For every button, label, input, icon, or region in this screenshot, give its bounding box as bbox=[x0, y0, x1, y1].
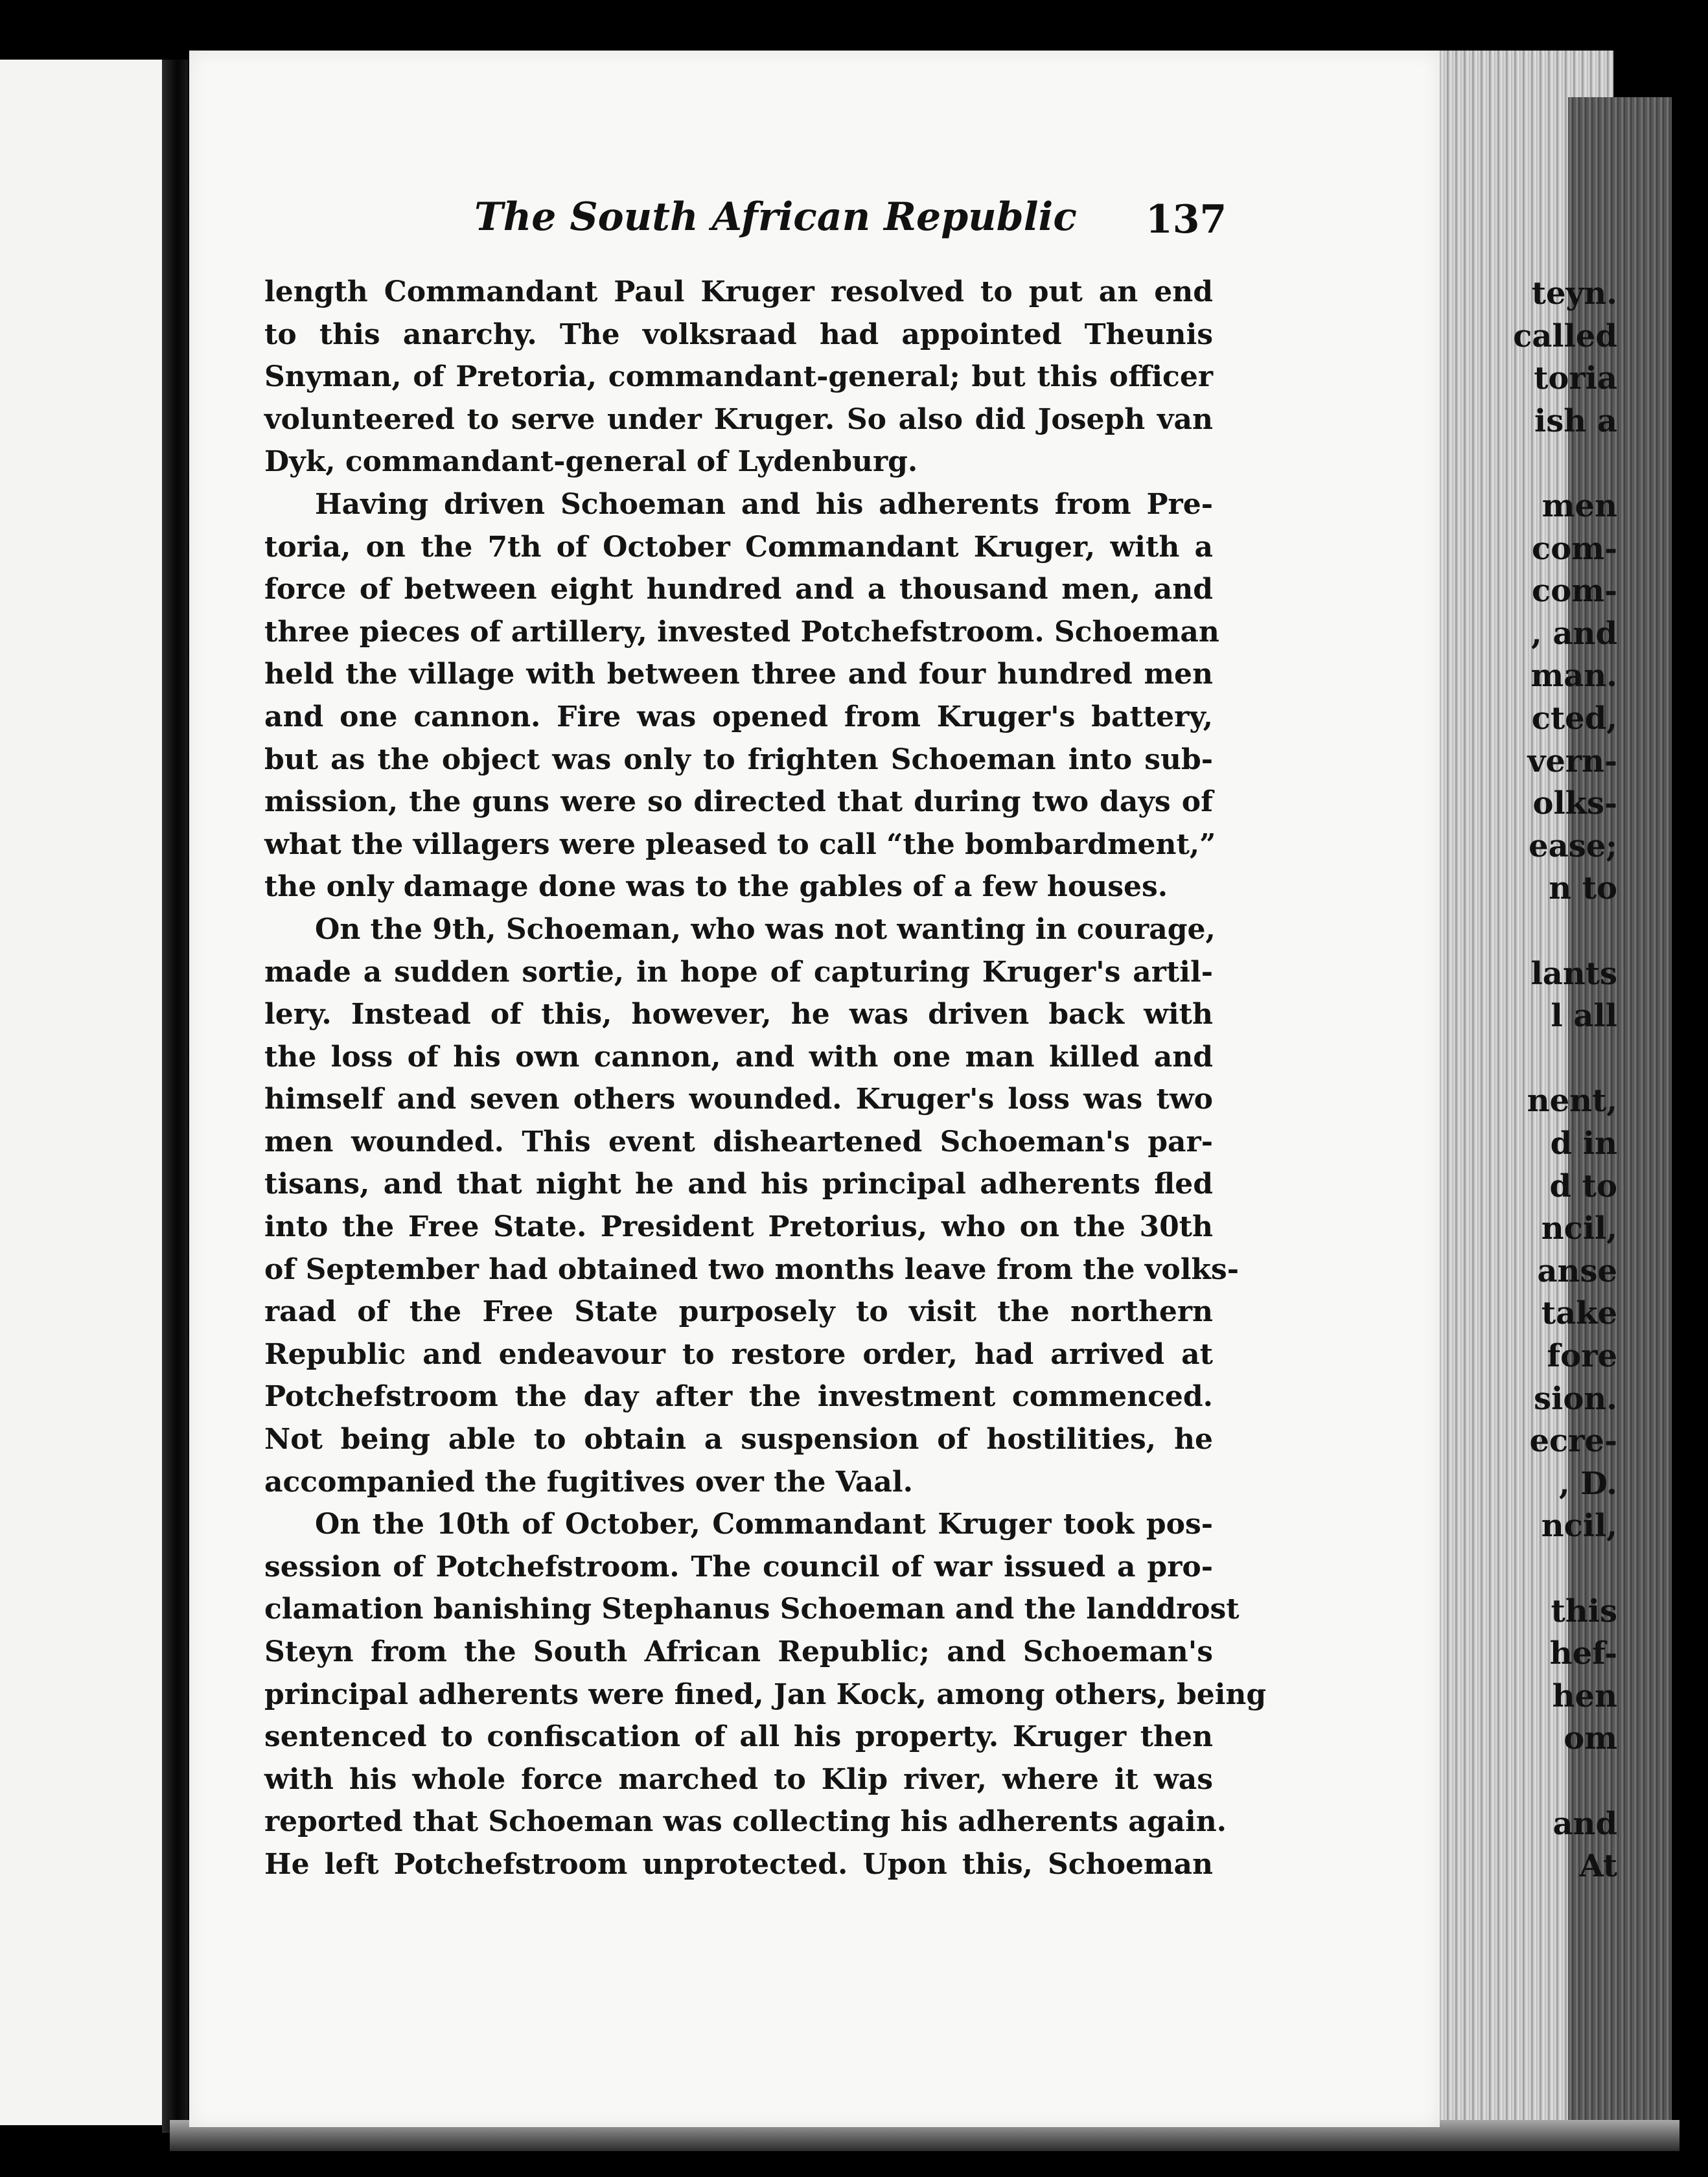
left-page-line: hef- bbox=[1549, 1635, 1617, 1672]
left-page-line: anse bbox=[1537, 1252, 1617, 1289]
left-page-line: teyn. bbox=[1531, 275, 1617, 312]
text-line: On the 10th of October, Commandant Kruger took pos- bbox=[315, 1508, 1213, 1541]
left-page-line: lants bbox=[1530, 955, 1617, 992]
left-page-line: called bbox=[1513, 317, 1617, 354]
text-line: but as the object was only to frighten Schoeman into sub- bbox=[264, 743, 1213, 776]
text-line: tisans, and that night he and his principal adherents fled bbox=[264, 1168, 1213, 1201]
left-page-line: this bbox=[1551, 1593, 1617, 1630]
left-page-line: man. bbox=[1530, 658, 1617, 695]
text-line: On the 9th, Schoeman, who was not wanting in courage, bbox=[315, 912, 1216, 946]
text-line: of September had obtained two months leave from the volks- bbox=[264, 1252, 1239, 1286]
left-page-line: , and bbox=[1531, 615, 1617, 652]
left-page-line: sion. bbox=[1534, 1380, 1617, 1417]
text-line: the only damage done was to the gables of a few houses. bbox=[264, 870, 1168, 904]
left-page-line: , D. bbox=[1558, 1465, 1617, 1502]
text-line: himself and seven others wounded. Kruger's loss was two bbox=[264, 1083, 1213, 1116]
text-line: made a sudden sortie, in hope of capturing Kruger's artil- bbox=[264, 955, 1213, 989]
left-page-line: com- bbox=[1532, 573, 1617, 610]
left-page bbox=[0, 60, 167, 2125]
text-line: into the Free State. President Pretorius, who on the 30th bbox=[264, 1210, 1213, 1244]
text-line: raad of the Free State purposely to visit the northern bbox=[264, 1295, 1213, 1329]
text-line: lery. Instead of this, however, he was driven back with bbox=[264, 998, 1213, 1031]
running-title: The South African Republic bbox=[474, 194, 1077, 240]
left-page-line: toria bbox=[1534, 360, 1617, 397]
text-line: length Commandant Paul Kruger resolved to put an end bbox=[264, 275, 1213, 308]
left-page-line: At bbox=[1579, 1848, 1617, 1885]
text-line: the loss of his own cannon, and with one man killed and bbox=[264, 1040, 1213, 1074]
left-page-line: d in bbox=[1550, 1125, 1617, 1162]
left-page-line: take bbox=[1541, 1295, 1617, 1332]
left-page-line: fore bbox=[1547, 1338, 1617, 1374]
page-number: 137 bbox=[1146, 197, 1227, 242]
left-page-line: ish a bbox=[1534, 402, 1617, 439]
text-line: and one cannon. Fire was opened from Kruger's battery, bbox=[264, 700, 1213, 733]
text-line: with his whole force marched to Klip river, where it was bbox=[264, 1762, 1213, 1796]
left-page-line: d to bbox=[1549, 1168, 1617, 1204]
left-page-line: nent, bbox=[1527, 1083, 1617, 1120]
text-line: force of between eight hundred and a thousand men, and bbox=[264, 573, 1213, 606]
text-line: principal adherents were fined, Jan Kock, among others, being bbox=[264, 1677, 1267, 1711]
left-page-line: olks- bbox=[1532, 785, 1617, 822]
left-page-line: men bbox=[1541, 488, 1617, 524]
left-page-line: ncil, bbox=[1541, 1508, 1617, 1545]
text-line: Dyk, commandant-general of Lydenburg. bbox=[264, 445, 918, 479]
left-page-line: ease; bbox=[1529, 827, 1617, 864]
page-header bbox=[189, 194, 1440, 253]
text-line: Republic and endeavour to restore order, had arrived at bbox=[264, 1337, 1213, 1371]
left-page-line: and bbox=[1552, 1805, 1617, 1842]
left-page-line: com- bbox=[1532, 530, 1617, 567]
text-line: accompanied the fugitives over the Vaal. bbox=[264, 1465, 913, 1499]
book-gutter bbox=[162, 60, 188, 2133]
left-page-line: vern- bbox=[1527, 743, 1617, 779]
text-line: held the village with between three and four hundred men bbox=[264, 658, 1213, 691]
text-line: session of Potchefstroom. The council of war issued a pro- bbox=[264, 1550, 1213, 1584]
text-line: sentenced to confiscation of all his property. Kruger then bbox=[264, 1720, 1213, 1754]
body-text bbox=[264, 271, 1267, 1886]
left-page-line: cted, bbox=[1531, 700, 1617, 737]
text-line: what the villagers were pleased to call “the bombardment,” bbox=[264, 827, 1216, 861]
left-page-line: ncil, bbox=[1541, 1210, 1617, 1247]
text-line: clamation banishing Stephanus Schoeman and the landdrost bbox=[264, 1593, 1240, 1626]
text-line: men wounded. This event disheartened Schoeman's par- bbox=[264, 1125, 1213, 1158]
text-line: reported that Schoeman was collecting his adherents again. bbox=[264, 1805, 1227, 1839]
text-line: He left Potchefstroom unprotected. Upon this, Schoeman bbox=[264, 1847, 1213, 1881]
text-line: Not being able to obtain a suspension of hostilities, he bbox=[264, 1423, 1213, 1457]
left-page-line: n to bbox=[1549, 870, 1617, 907]
text-line: Snyman, of Pretoria, commandant-general; but this officer bbox=[264, 360, 1213, 394]
text-line: to this anarchy. The volksraad had appointed Theunis bbox=[264, 317, 1213, 351]
text-line: toria, on the 7th of October Commandant Kruger, with a bbox=[264, 530, 1213, 564]
left-page-line: ecre- bbox=[1529, 1423, 1617, 1460]
text-line: Steyn from the South African Republic; and Schoeman's bbox=[264, 1635, 1213, 1668]
left-page-line: om bbox=[1564, 1720, 1617, 1757]
text-line: three pieces of artillery, invested Potchefstroom. Schoeman bbox=[264, 615, 1219, 649]
left-page-line: hen bbox=[1552, 1677, 1617, 1714]
text-line: mission, the guns were so directed that during two days of bbox=[264, 785, 1213, 819]
text-line: Potchefstroom the day after the investment commenced. bbox=[264, 1380, 1213, 1414]
left-page-line: l all bbox=[1551, 998, 1617, 1035]
text-line: Having driven Schoeman and his adherents from Pre- bbox=[315, 487, 1213, 521]
text-line: volunteered to serve under Kruger. So also did Joseph van bbox=[264, 402, 1213, 436]
